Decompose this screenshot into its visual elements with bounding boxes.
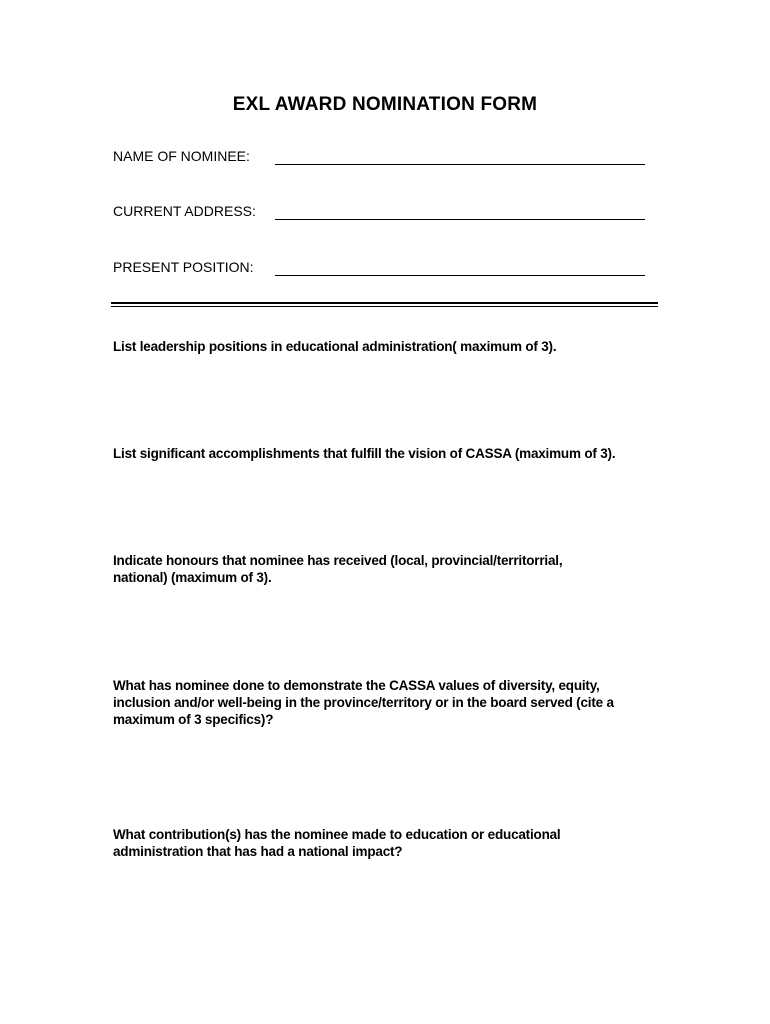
section-divider: [111, 302, 658, 307]
current-address-row: [113, 201, 645, 223]
name-of-nominee-label: NAME OF NOMINEE:: [113, 148, 250, 164]
divider-rule-bottom: [111, 306, 658, 307]
name-of-nominee-line[interactable]: [275, 164, 645, 165]
divider-rule-top: [111, 302, 658, 304]
present-position-row: [113, 257, 645, 279]
form-title: EXL AWARD NOMINATION FORM: [232, 94, 538, 115]
question-cassa-values: What has nominee done to demonstrate the CASSA values of diversity, equity, inclusion and/or well-being in the province/territory or in the board served (cite a maximum of 3 specifics)?: [113, 678, 614, 727]
present-position-line[interactable]: [275, 275, 645, 276]
question-honours-received: Indicate honours that nominee has received (local, provincial/territorrial, national) (maximum of 3).: [113, 553, 563, 585]
question-leadership-positions: List leadership positions in educational administration( maximum of 3).: [113, 339, 557, 354]
current-address-label: CURRENT ADDRESS:: [113, 203, 256, 219]
question-national-impact: What contribution(s) has the nominee made to education or educational administration that has had a national impact?: [113, 827, 561, 859]
name-of-nominee-row: [113, 146, 645, 168]
present-position-label: PRESENT POSITION:: [113, 259, 254, 275]
current-address-line[interactable]: [275, 219, 645, 220]
question-significant-accomplishments: List significant accomplishments that fulfill the vision of CASSA (maximum of 3).: [113, 446, 616, 461]
